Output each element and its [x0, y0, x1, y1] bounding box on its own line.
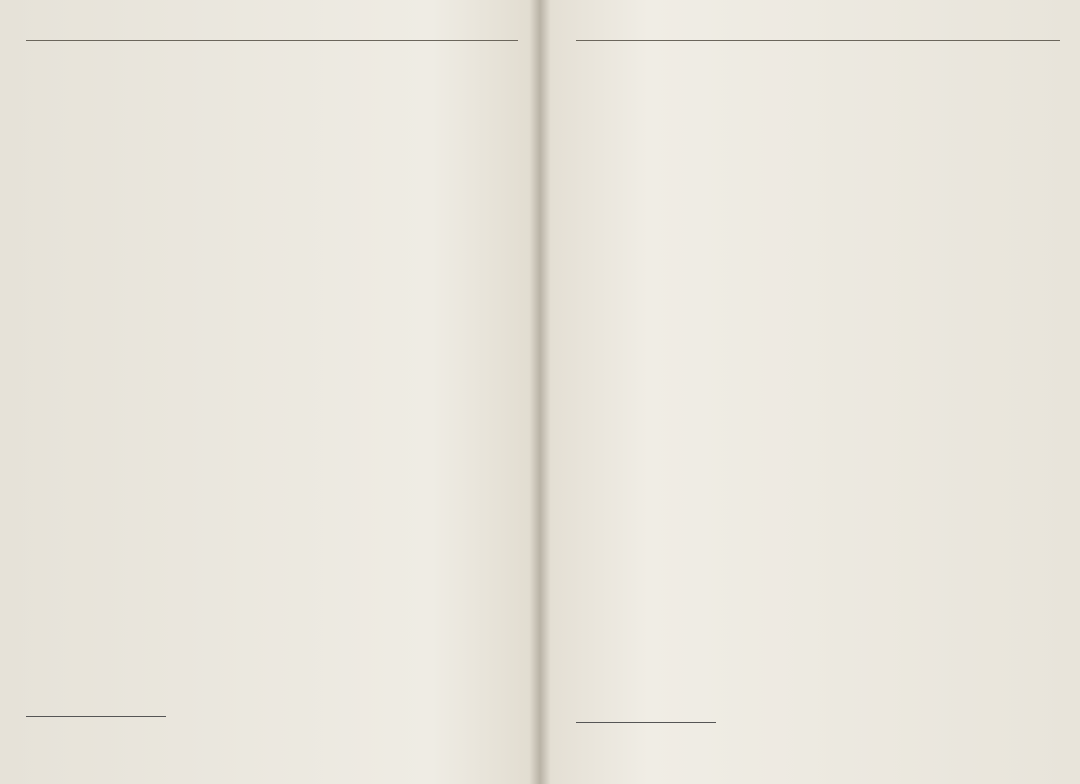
- right-page: [540, 0, 1080, 784]
- footnotes: [26, 716, 518, 722]
- footnote-rule: [576, 722, 716, 723]
- running-head: [26, 16, 518, 38]
- running-head-rule: [576, 40, 1060, 41]
- footnotes: [576, 722, 1060, 728]
- footnote-rule: [26, 716, 166, 717]
- running-head: [576, 16, 1060, 38]
- running-head-rule: [26, 40, 518, 41]
